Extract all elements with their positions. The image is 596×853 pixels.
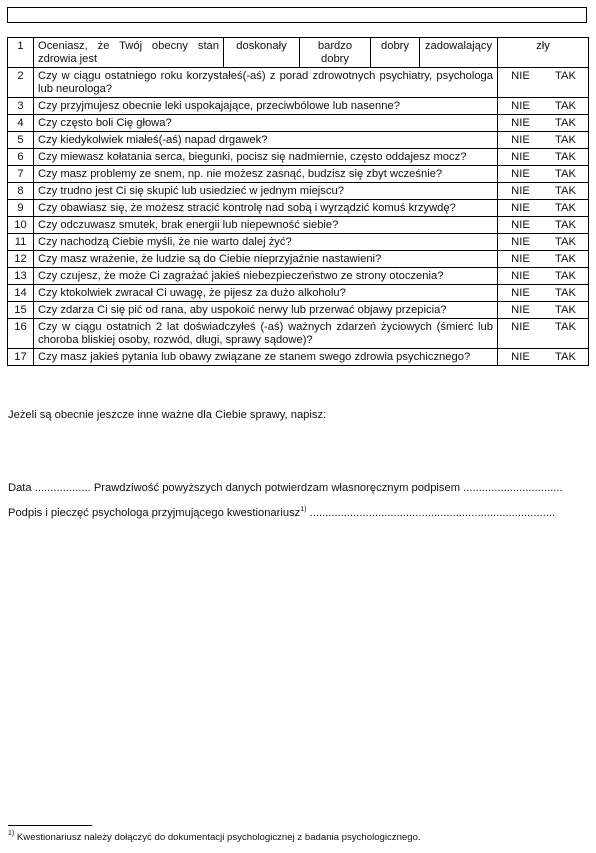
question-number: 2	[8, 68, 34, 98]
table-row	[8, 319, 589, 349]
question-text: Czy odczuwasz smutek, brak energii lub niepewność siebie?	[34, 217, 498, 234]
question-number: 11	[8, 234, 34, 251]
answer-yes[interactable]: TAK	[555, 100, 576, 112]
answer-no[interactable]: NIE	[511, 236, 530, 248]
question-text: Czy przyjmujesz obecnie leki uspokajające, przeciwbólowe lub nasenne?	[34, 98, 498, 115]
question-text: Czy w ciągu ostatniego roku korzystałeś(-aś) z porad zdrowotnych psychiatry, psychologa lub neurologa?	[34, 68, 498, 98]
question-text: Czy trudno jest Ci się skupić lub usiedzieć w jednym miejscu?	[34, 183, 498, 200]
extra-issues-prompt: Jeżeli są obecnie jeszcze inne ważne dla Ciebie sprawy, napisz:	[8, 409, 327, 421]
answer-cell	[498, 183, 589, 200]
table-row	[8, 268, 589, 285]
question-text: Czy często boli Cię głowa?	[34, 115, 498, 132]
date-signature-line	[8, 482, 588, 494]
answer-no[interactable]: NIE	[511, 185, 530, 197]
question-text: Czy miewasz kołatania serca, biegunki, pocisz się nadmiernie, często oddajesz mocz?	[34, 149, 498, 166]
question-number: 12	[8, 251, 34, 268]
answer-yes[interactable]: TAK	[555, 168, 576, 180]
footnote-mark: 1)	[8, 830, 15, 837]
question-number: 9	[8, 200, 34, 217]
question-number: 7	[8, 166, 34, 183]
answer-no[interactable]: NIE	[511, 151, 530, 163]
answer-no[interactable]: NIE	[511, 270, 530, 282]
question-number: 6	[8, 149, 34, 166]
psychologist-label: Podpis i pieczęć psychologa przyjmującego kwestionariusz	[8, 507, 301, 519]
date-label: Data	[8, 482, 32, 494]
psychologist-signature-line	[8, 507, 588, 519]
question-number: 1	[8, 38, 34, 68]
table-row	[8, 68, 589, 98]
answer-cell	[498, 319, 589, 349]
answer-cell	[498, 166, 589, 183]
answer-yes[interactable]: TAK	[555, 351, 576, 363]
answer-cell	[498, 349, 589, 366]
answer-cell	[498, 132, 589, 149]
answer-yes[interactable]: TAK	[555, 151, 576, 163]
table-row	[8, 98, 589, 115]
answer-cell	[498, 268, 589, 285]
answer-no[interactable]: NIE	[511, 202, 530, 214]
table-row	[8, 217, 589, 234]
table-row	[8, 132, 589, 149]
answer-cell	[498, 98, 589, 115]
answer-yes[interactable]: TAK	[555, 270, 576, 282]
question-number: 16	[8, 319, 34, 349]
answer-no[interactable]: NIE	[511, 134, 530, 146]
footnote-text: Kwestionariusz należy dołączyć do dokumentacji psychologicznej z badania psychologicznego.	[16, 832, 421, 843]
answer-no[interactable]: NIE	[511, 287, 530, 299]
table-row	[8, 234, 589, 251]
question-number: 10	[8, 217, 34, 234]
question-text: Czy w ciągu ostatnich 2 lat doświadczyłeś (-aś) ważnych zdarzeń życiowych (śmierć lub choroba bliskiej osoby, rozwód, długi, sprawy sądowe)?	[34, 319, 498, 349]
option-doskonaly[interactable]: doskonały	[224, 38, 300, 68]
answer-cell	[498, 217, 589, 234]
table-row	[8, 149, 589, 166]
option-zadowalajacy[interactable]: zadowalający	[420, 38, 498, 68]
answer-no[interactable]: NIE	[511, 304, 530, 316]
table-row	[8, 302, 589, 319]
question-text: Czy czujesz, że może Ci zagrażać jakieś niebezpieczeństwo ze strony otoczenia?	[34, 268, 498, 285]
table-row	[8, 285, 589, 302]
answer-yes[interactable]: TAK	[555, 287, 576, 299]
table-row	[8, 38, 589, 68]
psychologist-signature-field[interactable]: ...............................................................................	[309, 507, 556, 519]
question-number: 14	[8, 285, 34, 302]
question-number: 8	[8, 183, 34, 200]
question-number: 15	[8, 302, 34, 319]
question-text: Czy kiedykolwiek miałeś(-aś) napad drgawek?	[34, 132, 498, 149]
question-number: 17	[8, 349, 34, 366]
answer-no[interactable]: NIE	[511, 168, 530, 180]
answer-cell	[498, 251, 589, 268]
answer-cell	[498, 115, 589, 132]
answer-cell	[498, 234, 589, 251]
answer-yes[interactable]: TAK	[555, 253, 576, 265]
table-row	[8, 200, 589, 217]
answer-no[interactable]: NIE	[511, 219, 530, 231]
footnote-ref: 1)	[300, 506, 307, 513]
answer-yes[interactable]: TAK	[555, 304, 576, 316]
answer-no[interactable]: NIE	[511, 253, 530, 265]
answer-no[interactable]: NIE	[511, 321, 530, 333]
question-number: 4	[8, 115, 34, 132]
answer-no[interactable]: NIE	[511, 70, 530, 82]
question-text: Czy obawiasz się, że możesz stracić kontrolę nad sobą i wyrządzić komuś krzywdę?	[34, 200, 498, 217]
answer-yes[interactable]: TAK	[555, 236, 576, 248]
answer-cell	[498, 302, 589, 319]
question-text: Oceniasz, że Twój obecny stan zdrowia jest	[34, 38, 224, 68]
answer-no[interactable]: NIE	[511, 100, 530, 112]
footnote	[8, 832, 421, 843]
question-text: Czy masz problemy ze snem, np. nie możesz zasnąć, budzisz się zbyt wcześnie?	[34, 166, 498, 183]
answer-yes[interactable]: TAK	[555, 321, 576, 333]
answer-no[interactable]: NIE	[511, 117, 530, 129]
question-number: 13	[8, 268, 34, 285]
question-number: 5	[8, 132, 34, 149]
option-dobry[interactable]: dobry	[371, 38, 420, 68]
questionnaire-table	[7, 37, 589, 366]
answer-no[interactable]: NIE	[511, 351, 530, 363]
signature-field[interactable]: ................................	[463, 482, 563, 494]
answer-cell	[498, 200, 589, 217]
answer-yes[interactable]: TAK	[555, 185, 576, 197]
table-row	[8, 115, 589, 132]
date-field[interactable]: ..................	[34, 482, 91, 494]
option-zly[interactable]: zły	[498, 38, 589, 68]
answer-yes[interactable]: TAK	[555, 70, 576, 82]
answer-yes[interactable]: TAK	[555, 219, 576, 231]
answer-yes[interactable]: TAK	[555, 202, 576, 214]
answer-yes[interactable]: TAK	[555, 117, 576, 129]
table-row	[8, 251, 589, 268]
question-text: Czy zdarza Ci się pić od rana, aby uspokoić nerwy lub przerwać objawy przepicia?	[34, 302, 498, 319]
truth-statement: Prawdziwość powyższych danych potwierdzam własnoręcznym podpisem	[93, 482, 461, 494]
question-text: Czy nachodzą Ciebie myśli, że nie warto dalej żyć?	[34, 234, 498, 251]
answer-cell	[498, 68, 589, 98]
table-row	[8, 349, 589, 366]
answer-cell	[498, 285, 589, 302]
option-bardzo-dobry[interactable]: bardzo dobry	[300, 38, 371, 68]
question-text: Czy masz jakieś pytania lub obawy związane ze stanem swego zdrowia psychicznego?	[34, 349, 498, 366]
table-row	[8, 183, 589, 200]
header-field[interactable]	[7, 7, 587, 23]
answer-cell	[498, 149, 589, 166]
footnote-divider	[8, 825, 92, 826]
question-number: 3	[8, 98, 34, 115]
question-text: Czy ktokolwiek zwracał Ci uwagę, że pijesz za dużo alkoholu?	[34, 285, 498, 302]
table-row	[8, 166, 589, 183]
question-text: Czy masz wrażenie, że ludzie są do Ciebie nieprzyjaźnie nastawieni?	[34, 251, 498, 268]
answer-yes[interactable]: TAK	[555, 134, 576, 146]
